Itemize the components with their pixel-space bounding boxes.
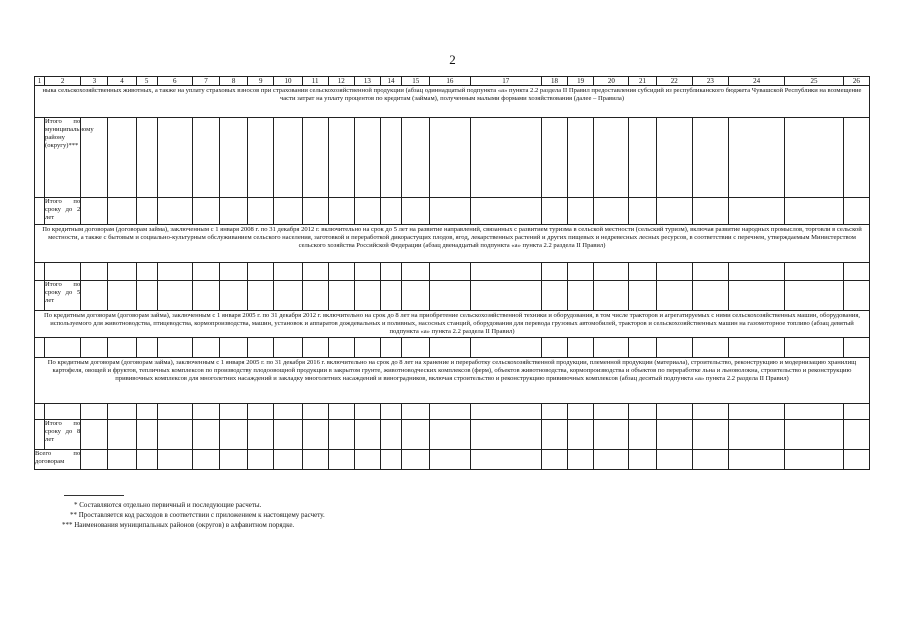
table-cell [594, 338, 629, 358]
column-number: 16 [430, 77, 470, 86]
table-row [35, 263, 870, 281]
table-cell [274, 118, 302, 198]
column-number: 6 [157, 77, 192, 86]
table-cell [136, 118, 157, 198]
table-cell [192, 420, 219, 450]
section-header-row [35, 86, 870, 118]
table-cell [380, 198, 401, 225]
table-cell [470, 263, 541, 281]
table-cell [402, 404, 430, 420]
table-cell [380, 404, 401, 420]
table-cell [470, 338, 541, 358]
table-cell [729, 420, 785, 450]
table-cell [843, 198, 869, 225]
table-cell [274, 338, 302, 358]
table-cell [354, 281, 380, 311]
column-number: 1 [35, 77, 45, 86]
table-cell [220, 420, 248, 450]
table-cell [136, 420, 157, 450]
column-number: 8 [220, 77, 248, 86]
column-number: 26 [843, 77, 869, 86]
section-header: По кредитным договорам (договорам займа), заключенным с 1 января 2008 г. по 31 декабря 2012 г. включительно на срок до 5 лет на развитие направлений, связанных с развитием туризма в сельской местности (сельский туризм), включая развитие народных промыслов, торговли в сельской местности, а также с бытовым и социально-культурным обслуживанием сельского населения, заготовкой и переработкой дикорастущих плодов, ягод, лекарственных растений и других пищевых и недревесных лесных ресурсов, в соответствии с перечнем, утверждаемым Министерством сельского хозяйства Российской Федерации (абзац двенадцатый подпункта «а» пункта 2.2 раздела II Правил) [35, 225, 870, 263]
table-cell [220, 404, 248, 420]
table-cell [302, 263, 328, 281]
section-header: По кредитным договорам (договорам займа), заключенным с 1 января 2005 г. по 31 декабря 2012 г. включительно на срок до 8 лет на приобретение сельскохозяйственной техники и оборудования, в том числе тракторов и агрегатируемых с ними сельскохозяйственных машин, оборудования, используемого для животноводства, птицеводства, кормопроизводства, машин, установок и аппаратов дождевальных и поливных, насосных станций, оборудования для перевода грузовых автомобилей, тракторов и сельскохозяйственных машин на газомоторное топливо (абзац девятый подпункта «а» пункта 2.2 раздела II Правил) [35, 311, 870, 338]
table-cell [380, 118, 401, 198]
table-cell [192, 281, 219, 311]
table-cell [108, 450, 136, 470]
table-cell [192, 263, 219, 281]
table-cell [220, 338, 248, 358]
table-cell [157, 281, 192, 311]
row-label: Итого по сроку до 2 лет [45, 198, 81, 225]
table-cell [81, 338, 108, 358]
table-cell [248, 281, 274, 311]
table-cell [470, 118, 541, 198]
table-cell [568, 118, 594, 198]
table-cell [594, 198, 629, 225]
table-cell [45, 263, 81, 281]
column-number: 15 [402, 77, 430, 86]
table-cell [192, 404, 219, 420]
table-cell [843, 450, 869, 470]
table-cell [843, 281, 869, 311]
table-cell [541, 404, 567, 420]
column-number: 9 [248, 77, 274, 86]
table-cell [729, 263, 785, 281]
table-cell [192, 338, 219, 358]
table-cell [328, 263, 354, 281]
table-cell [274, 404, 302, 420]
table-cell [594, 450, 629, 470]
table-cell [629, 338, 656, 358]
table-cell [470, 281, 541, 311]
table-cell [470, 198, 541, 225]
table-cell [108, 338, 136, 358]
column-number: 21 [629, 77, 656, 86]
table-cell [430, 450, 470, 470]
table-cell [328, 198, 354, 225]
table-cell [328, 420, 354, 450]
table-cell [354, 338, 380, 358]
table-cell [402, 263, 430, 281]
table-cell [35, 338, 45, 358]
column-number: 14 [380, 77, 401, 86]
footnote-3: *** Наименования муниципальных районов (округов) в алфавитном порядке. [62, 521, 295, 529]
table-cell [594, 263, 629, 281]
table-cell [380, 263, 401, 281]
table-cell [302, 404, 328, 420]
table-cell [692, 281, 728, 311]
table-cell [274, 263, 302, 281]
table-cell [108, 404, 136, 420]
column-number: 4 [108, 77, 136, 86]
column-number: 25 [785, 77, 843, 86]
table-cell [45, 338, 81, 358]
table-row [35, 420, 870, 450]
table-cell [594, 420, 629, 450]
table-cell [843, 420, 869, 450]
table-cell [35, 420, 45, 450]
table-cell [692, 118, 728, 198]
row-label: Итого по сроку до 8 лет [45, 420, 81, 450]
table-cell [729, 450, 785, 470]
table-cell [629, 404, 656, 420]
table-cell [629, 198, 656, 225]
table-cell [380, 450, 401, 470]
table-cell [157, 263, 192, 281]
table-cell [656, 263, 692, 281]
table-cell [785, 404, 843, 420]
table-cell [594, 281, 629, 311]
table-cell [108, 198, 136, 225]
table-cell [541, 263, 567, 281]
table-cell [274, 281, 302, 311]
table-cell [35, 281, 45, 311]
table-cell [430, 420, 470, 450]
table-cell [470, 420, 541, 450]
table-cell [220, 198, 248, 225]
table-cell [328, 281, 354, 311]
table-cell [568, 281, 594, 311]
table-cell [430, 338, 470, 358]
table-cell [656, 198, 692, 225]
column-number: 18 [541, 77, 567, 86]
table-cell [136, 450, 157, 470]
table-cell [785, 281, 843, 311]
table-cell [729, 198, 785, 225]
table-cell [274, 420, 302, 450]
table-cell [108, 281, 136, 311]
table-cell [430, 263, 470, 281]
table-cell [81, 420, 108, 450]
table-cell [248, 118, 274, 198]
table-cell [354, 198, 380, 225]
table-cell [402, 450, 430, 470]
table-cell [220, 281, 248, 311]
table-cell [35, 118, 45, 198]
table-cell [354, 404, 380, 420]
table-cell [843, 338, 869, 358]
table-cell [157, 338, 192, 358]
section-header-row [35, 358, 870, 404]
table-cell [380, 281, 401, 311]
table-cell [785, 198, 843, 225]
row-label: Итого по муниципальному району (округу)*** [45, 118, 81, 198]
table-cell [157, 420, 192, 450]
table-cell [81, 450, 108, 470]
table-cell [729, 404, 785, 420]
section-header: ныка сельскохозяйственных животных, а также на уплату страховых взносов при страховании сельскохозяйственной продукции (абзац одиннадцатый подпункта «а» пункта 2.2 раздела II Правил предоставления субсидий из республиканского бюджета Чувашской Республики на возмещение части затрат на уплату процентов по кредитам (займам), полученным малыми формами хозяйствования (далее – Правила) [35, 86, 870, 118]
table-cell [354, 118, 380, 198]
table-cell [568, 404, 594, 420]
table-cell [136, 198, 157, 225]
table-cell [785, 338, 843, 358]
table-cell [843, 263, 869, 281]
table-cell [729, 118, 785, 198]
footnote-rule [64, 495, 124, 496]
table-cell [380, 420, 401, 450]
table-cell [430, 198, 470, 225]
table-cell [656, 450, 692, 470]
table-cell [302, 420, 328, 450]
table-cell [656, 338, 692, 358]
table-row [35, 281, 870, 311]
subsidy-calculation-table [34, 76, 870, 470]
table-cell [629, 420, 656, 450]
table-cell [274, 450, 302, 470]
table-cell [45, 404, 81, 420]
table-cell [248, 420, 274, 450]
table-cell [629, 263, 656, 281]
table-cell [248, 338, 274, 358]
table-cell [220, 450, 248, 470]
table-cell [541, 198, 567, 225]
table-cell [354, 420, 380, 450]
column-number: 22 [656, 77, 692, 86]
column-number: 7 [192, 77, 219, 86]
table-cell [541, 338, 567, 358]
column-number: 17 [470, 77, 541, 86]
table-cell [328, 118, 354, 198]
column-number: 5 [136, 77, 157, 86]
table-cell [248, 263, 274, 281]
table-cell [729, 338, 785, 358]
table-cell [692, 420, 728, 450]
table-cell [192, 118, 219, 198]
table-cell [380, 338, 401, 358]
table-cell [402, 420, 430, 450]
table-cell [192, 450, 219, 470]
section-header-row [35, 225, 870, 263]
column-number: 3 [81, 77, 108, 86]
table-cell [656, 281, 692, 311]
column-number: 23 [692, 77, 728, 86]
column-number: 13 [354, 77, 380, 86]
table-cell [785, 420, 843, 450]
column-number: 10 [274, 77, 302, 86]
table-row [35, 338, 870, 358]
column-number: 11 [302, 77, 328, 86]
footnote-1: * Составляются отдельно первичный и последующие расчеты. [74, 501, 262, 509]
table-cell [35, 263, 45, 281]
table-cell [785, 263, 843, 281]
table-cell [470, 450, 541, 470]
table-cell [430, 281, 470, 311]
table-cell [692, 404, 728, 420]
table-cell [402, 338, 430, 358]
table-cell [629, 450, 656, 470]
section-header-row [35, 311, 870, 338]
table-cell [594, 404, 629, 420]
footnotes [56, 500, 325, 530]
row-label: Всего по договорам [35, 450, 81, 470]
table-cell [568, 198, 594, 225]
table-cell [108, 420, 136, 450]
table-cell [328, 338, 354, 358]
table-cell [248, 450, 274, 470]
table-cell [328, 450, 354, 470]
table-cell [274, 198, 302, 225]
table-cell [692, 263, 728, 281]
table-cell [692, 198, 728, 225]
table-cell [302, 338, 328, 358]
table-cell [594, 118, 629, 198]
table-cell [541, 118, 567, 198]
table-cell [108, 118, 136, 198]
table-cell [470, 404, 541, 420]
table-cell [692, 338, 728, 358]
table-cell [430, 118, 470, 198]
table-cell [302, 198, 328, 225]
column-number: 24 [729, 77, 785, 86]
page-number: 2 [449, 52, 456, 67]
table-cell [656, 420, 692, 450]
table-cell [81, 404, 108, 420]
column-number-row [35, 77, 870, 86]
table-cell [402, 198, 430, 225]
table-cell [656, 118, 692, 198]
table-cell [541, 281, 567, 311]
table-cell [136, 263, 157, 281]
table-row [35, 198, 870, 225]
table-cell [108, 263, 136, 281]
table-cell [35, 198, 45, 225]
table-cell [157, 198, 192, 225]
table-cell [568, 263, 594, 281]
table-cell [568, 420, 594, 450]
table-cell [248, 404, 274, 420]
table-row [35, 118, 870, 198]
table-cell [302, 281, 328, 311]
table-cell [402, 118, 430, 198]
table-cell [568, 338, 594, 358]
table-cell [568, 450, 594, 470]
table-cell [629, 281, 656, 311]
table-cell [354, 263, 380, 281]
table-cell [81, 281, 108, 311]
table-cell [220, 263, 248, 281]
table-cell [81, 263, 108, 281]
table-cell [302, 450, 328, 470]
table-cell [629, 118, 656, 198]
table-row [35, 450, 870, 470]
column-number: 20 [594, 77, 629, 86]
column-number: 2 [45, 77, 81, 86]
column-number: 12 [328, 77, 354, 86]
table-cell [81, 198, 108, 225]
row-label: Итого по сроку до 5 лет [45, 281, 81, 311]
table-cell [656, 404, 692, 420]
table-cell [248, 198, 274, 225]
table-cell [220, 118, 248, 198]
footnote-2: ** Проставляется код расходов в соответствии с приложением к настоящему расчету. [70, 511, 325, 519]
section-header: По кредитным договорам (договорам займа), заключенным с 1 января 2005 г. по 31 декабря 2016 г. включительно на срок до 8 лет на хранение и переработку сельскохозяйственной продукции, племенной продукции (материала), строительство, реконструкцию и модернизацию хранилищ картофеля, овощей и фруктов, тепличных комплексов по производству плодоовощной продукции в закрытом грунте, животноводческих комплексов (ферм), объектов животноводства, кормопроизводства и объектов по переработке льна и льноволокна, строительство и реконструкцию прививочных комплексов для многолетних насаждений и закладку многолетних насаждений и виноградников, включая строительство и реконструкцию прививочных комплексов (абзац десятый подпункта «а» пункта 2.2 раздела II Правил) [35, 358, 870, 404]
table-cell [136, 338, 157, 358]
table-cell [157, 404, 192, 420]
table-cell [785, 450, 843, 470]
table-cell [302, 118, 328, 198]
table-cell [136, 281, 157, 311]
table-cell [430, 404, 470, 420]
table-cell [541, 420, 567, 450]
column-number: 19 [568, 77, 594, 86]
table-cell [35, 404, 45, 420]
table-cell [354, 450, 380, 470]
table-cell [729, 281, 785, 311]
table-cell [692, 450, 728, 470]
table-cell [402, 281, 430, 311]
table-cell [843, 118, 869, 198]
table-cell [541, 450, 567, 470]
table-cell [136, 404, 157, 420]
table-cell [157, 118, 192, 198]
table-cell [328, 404, 354, 420]
table-cell [192, 198, 219, 225]
table-row [35, 404, 870, 420]
table-cell [785, 118, 843, 198]
table-cell [157, 450, 192, 470]
table-cell [843, 404, 869, 420]
